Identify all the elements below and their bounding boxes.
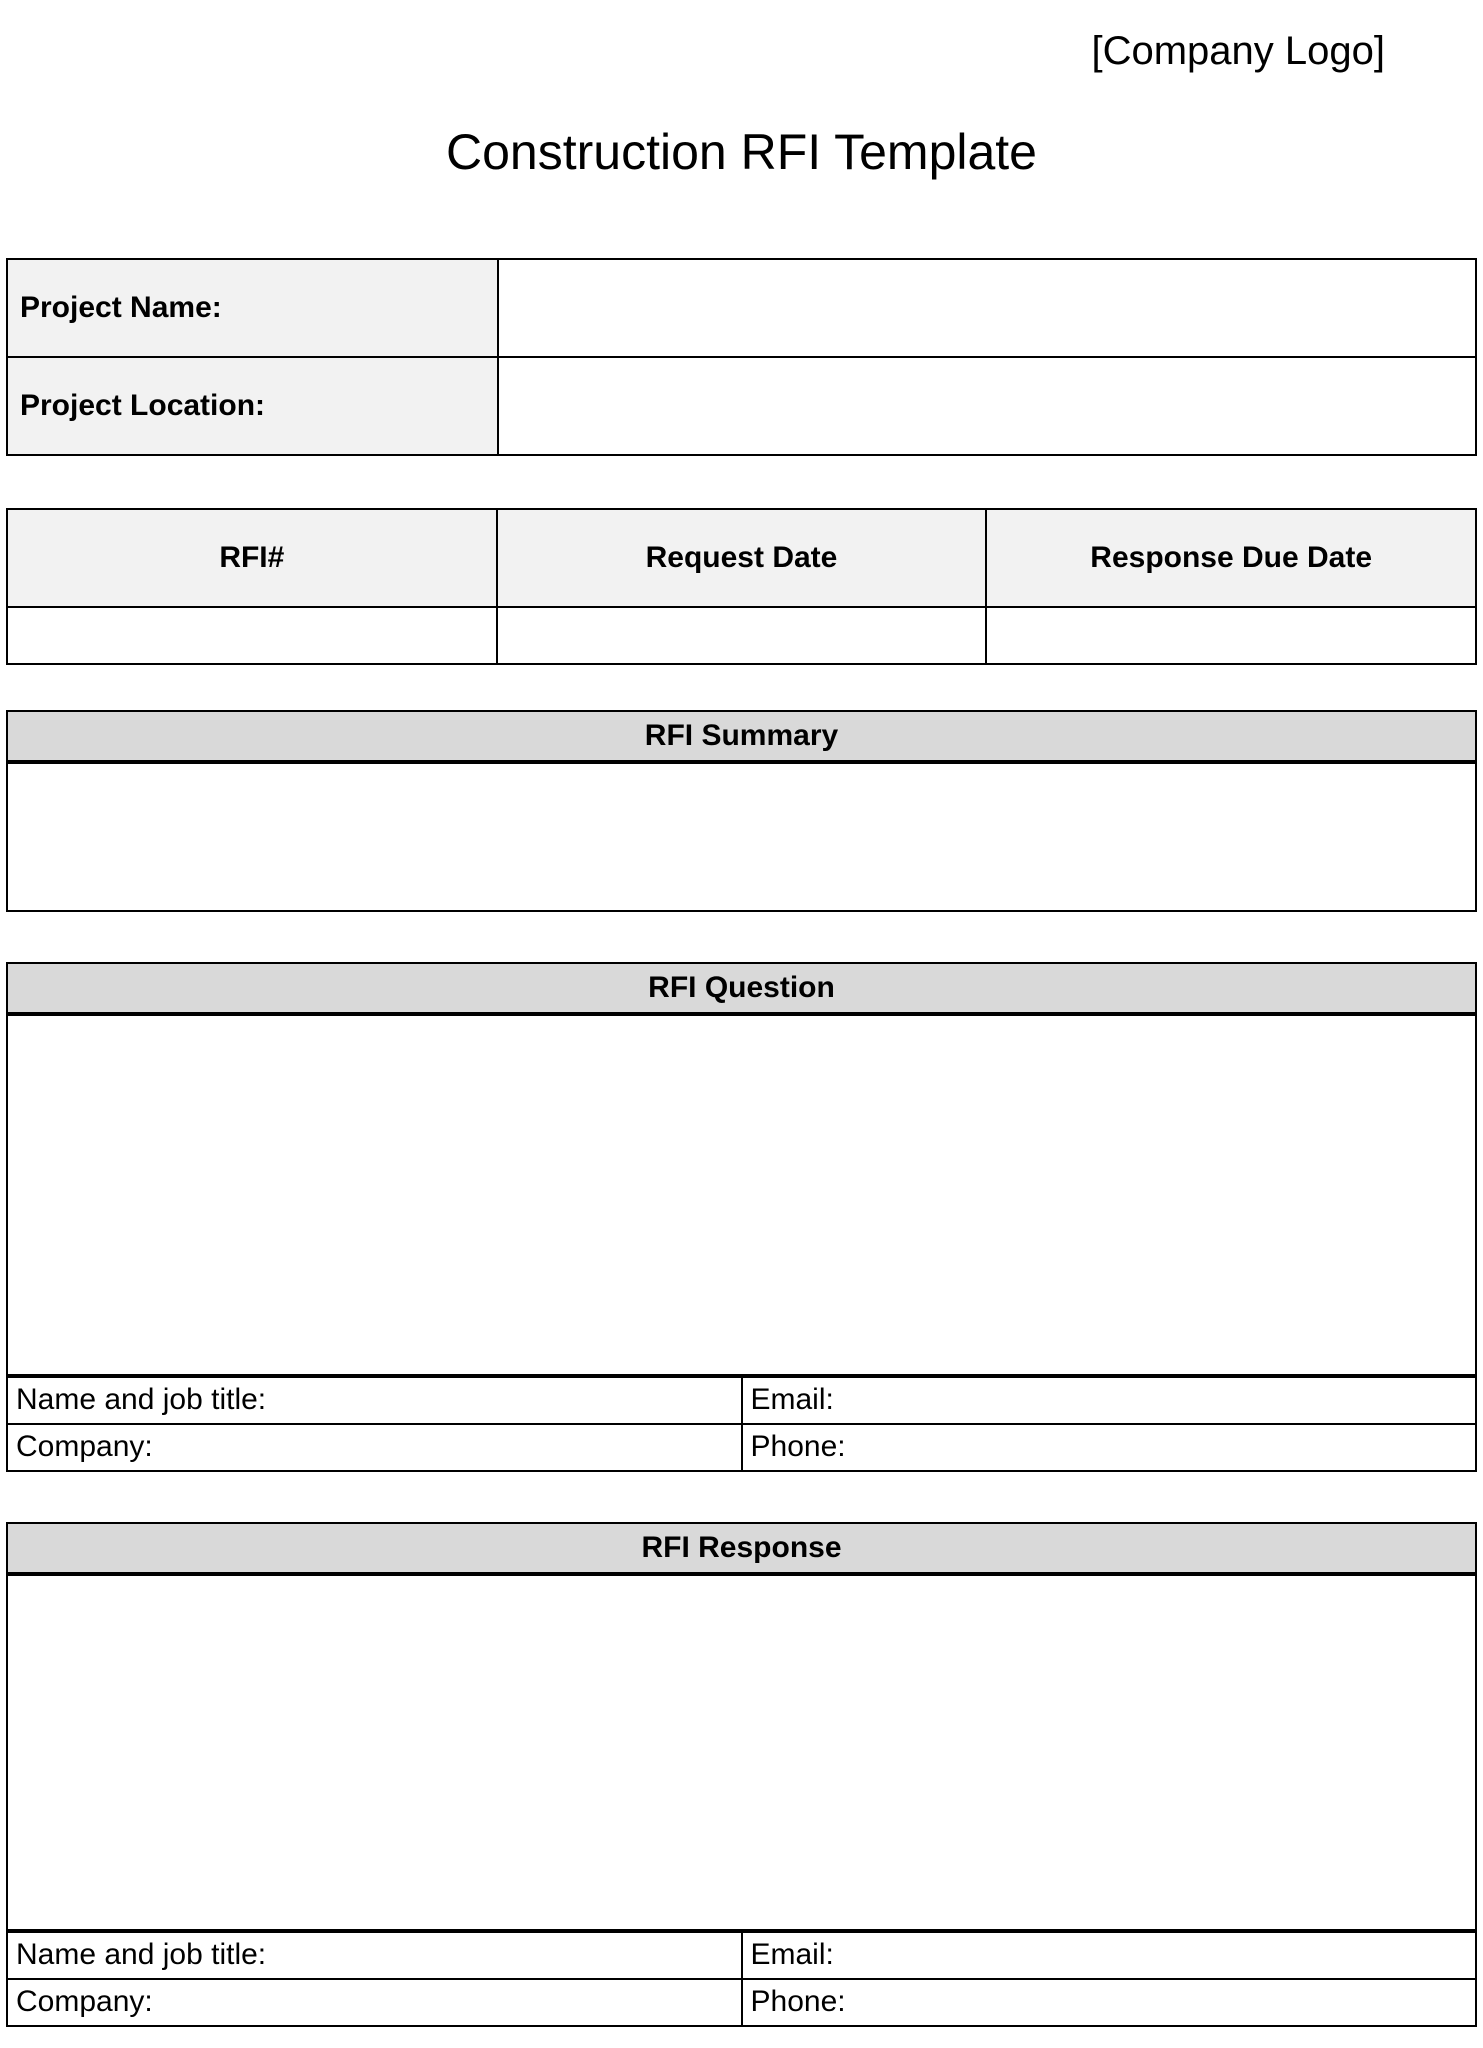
question-company-field[interactable] xyxy=(7,1424,742,1471)
question-contact-table xyxy=(6,1376,1477,1472)
rfi-number-field[interactable] xyxy=(7,607,497,664)
table-row xyxy=(7,357,1476,455)
email-label: Email: xyxy=(750,1383,834,1416)
company-logo-placeholder: [Company Logo] xyxy=(1091,29,1385,73)
rfi-number-header: RFI# xyxy=(7,509,497,607)
response-contact-table xyxy=(6,1931,1477,2027)
table-row xyxy=(7,259,1476,357)
rfi-summary-section xyxy=(6,710,1477,912)
project-info-table xyxy=(6,258,1477,456)
project-name-field[interactable] xyxy=(498,259,1476,357)
rfi-summary-header: RFI Summary xyxy=(6,710,1477,762)
project-location-field[interactable] xyxy=(498,357,1476,455)
response-name-field[interactable] xyxy=(7,1932,742,1979)
rfi-question-section xyxy=(6,962,1477,1472)
question-email-field[interactable] xyxy=(742,1377,1477,1424)
company-label: Company: xyxy=(16,1985,153,2018)
table-row xyxy=(7,1979,1476,2026)
rfi-response-field[interactable] xyxy=(6,1574,1477,1931)
company-label: Company: xyxy=(16,1430,153,1463)
response-due-date-header: Response Due Date xyxy=(986,509,1476,607)
rfi-meta-table xyxy=(6,508,1477,665)
question-phone-field[interactable] xyxy=(742,1424,1477,1471)
table-header-row xyxy=(7,509,1476,607)
response-due-date-field[interactable] xyxy=(986,607,1476,664)
request-date-header: Request Date xyxy=(497,509,987,607)
question-name-field[interactable] xyxy=(7,1377,742,1424)
phone-label: Phone: xyxy=(750,1985,846,2018)
table-row xyxy=(7,607,1476,664)
table-row xyxy=(7,1932,1476,1979)
page-title: Construction RFI Template xyxy=(446,124,1037,180)
response-company-field[interactable] xyxy=(7,1979,742,2026)
request-date-field[interactable] xyxy=(497,607,987,664)
phone-label: Phone: xyxy=(750,1430,846,1463)
project-location-label: Project Location: xyxy=(7,357,498,455)
name-job-title-label: Name and job title: xyxy=(16,1938,267,1971)
rfi-response-section xyxy=(6,1522,1477,2027)
rfi-response-header: RFI Response xyxy=(6,1522,1477,1574)
response-phone-field[interactable] xyxy=(742,1979,1477,2026)
email-label: Email: xyxy=(750,1938,834,1971)
rfi-question-field[interactable] xyxy=(6,1014,1477,1376)
table-row xyxy=(7,1424,1476,1471)
rfi-question-header: RFI Question xyxy=(6,962,1477,1014)
rfi-summary-field[interactable] xyxy=(6,762,1477,912)
table-row xyxy=(7,1377,1476,1424)
response-email-field[interactable] xyxy=(742,1932,1477,1979)
name-job-title-label: Name and job title: xyxy=(16,1383,267,1416)
project-name-label: Project Name: xyxy=(7,259,498,357)
